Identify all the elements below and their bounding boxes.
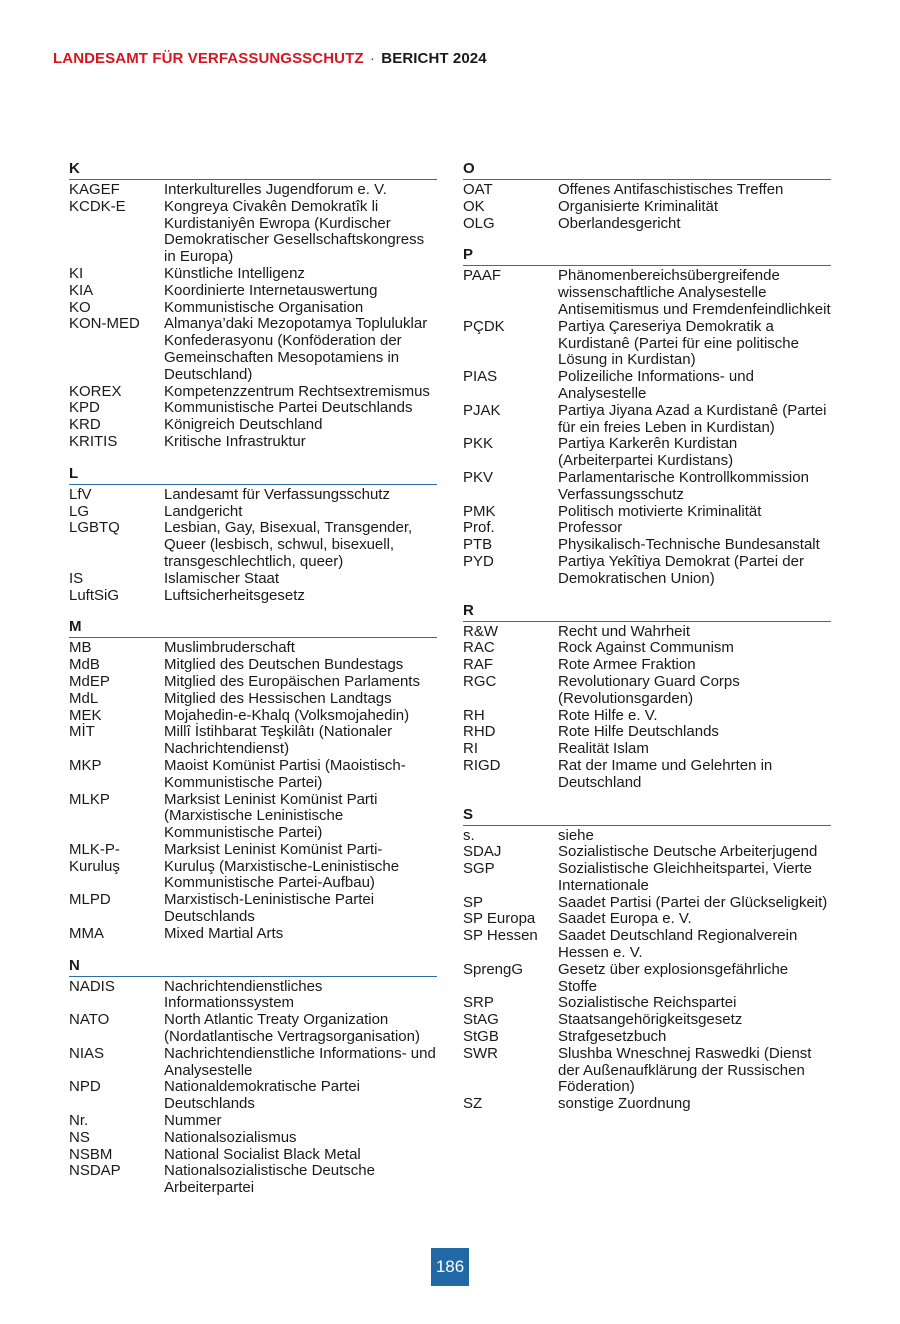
entry-abbreviation: KON-MED [69, 315, 140, 333]
glossary-section-n [69, 957, 437, 1197]
entry-abbreviation: Kuruluş [69, 857, 120, 875]
entry-abbreviation: LGBTQ [69, 519, 120, 537]
glossary-section-s [463, 806, 831, 1114]
entry-definition: Kongreya Civakên Demokratîk li Kurdistaniyên Ewropa (Kurdischer Demokratischer Gesellschaftskongress in Europa) [164, 197, 425, 266]
entry-definition: Nummer [164, 1112, 222, 1130]
entry-abbreviation: MMA [69, 924, 104, 942]
glossary-entry [69, 640, 437, 657]
glossary-entry [69, 758, 437, 792]
entry-definition: Interkulturelles Jugendforum e. V. [164, 181, 387, 198]
entry-abbreviation: RGC [463, 672, 497, 690]
entry-definition: Sozialistische Reichspartei [558, 994, 737, 1012]
glossary-entry [463, 369, 831, 403]
entry-abbreviation: OAT [463, 181, 493, 198]
entry-abbreviation: SP Europa [463, 910, 536, 928]
glossary-entry [463, 657, 831, 674]
entry-abbreviation: PÇDK [463, 317, 505, 335]
entry-definition: Partiya Jiyana Azad a Kurdistanê (Partei für ein freies Leben in Kurdistan) [558, 401, 827, 436]
entry-definition: Nationaldemokratische Partei Deutschlands [164, 1078, 360, 1113]
entry-definition: Kritische Infrastruktur [164, 432, 306, 450]
entry-abbreviation: SZ [463, 1095, 483, 1113]
glossary-entry [69, 1130, 437, 1147]
entry-definition: Mixed Martial Arts [164, 924, 284, 942]
entry-definition: Partiya Yekîtiya Demokrat (Partei der Demokratischen Union) [558, 552, 804, 587]
entry-definition: National Socialist Black Metal [164, 1145, 361, 1163]
section-letter: R [463, 602, 831, 622]
entry-abbreviation: Prof. [463, 519, 495, 537]
glossary-entry [463, 962, 831, 996]
entry-abbreviation: SGP [463, 860, 495, 878]
glossary-entry [69, 504, 437, 521]
header-agency: LANDESAMT FÜR VERFASSUNGSSCHUTZ [53, 50, 364, 67]
glossary-entry [69, 266, 437, 283]
glossary-entry [463, 708, 831, 725]
entry-definition: Gesetz über explosionsgefährliche Stoffe [558, 960, 789, 995]
entry-abbreviation: NADIS [69, 977, 115, 995]
glossary-entry [69, 892, 437, 926]
glossary-entry [69, 792, 437, 842]
entry-abbreviation: KAGEF [69, 181, 120, 198]
entry-abbreviation: MİT [69, 723, 95, 741]
entry-definition: Königreich Deutschland [164, 416, 323, 434]
entry-abbreviation: NSDAP [69, 1162, 121, 1180]
entry-definition: Rock Against Communism [558, 639, 734, 657]
entry-abbreviation: SWR [463, 1044, 498, 1062]
glossary-entry [69, 1113, 437, 1130]
entry-definition: Nationalsozialismus [164, 1128, 297, 1146]
glossary-entry [463, 1029, 831, 1046]
entry-abbreviation: OLG [463, 214, 495, 232]
glossary-entry [69, 571, 437, 588]
entry-definition: Parlamentarische Kontrollkommission Verfassungsschutz [558, 468, 809, 503]
glossary-entry [69, 657, 437, 674]
entry-abbreviation: MKP [69, 756, 102, 774]
entry-abbreviation: PTB [463, 536, 493, 554]
glossary-entry [463, 403, 831, 437]
entry-definition: Mitglied des Hessischen Landtags [164, 689, 392, 707]
glossary-entry [463, 1012, 831, 1029]
entry-definition: Strafgesetzbuch [558, 1028, 667, 1046]
entry-abbreviation: KRITIS [69, 432, 118, 450]
glossary-entry [463, 436, 831, 470]
entry-definition: Phänomenbereichsübergreifende wissenschaftliche Analysestelle Antisemitismus und Fremdenfeindlichkeit [558, 267, 831, 318]
entry-abbreviation: SDAJ [463, 843, 502, 861]
entry-abbreviation: RH [463, 706, 485, 724]
entry-definition: Mitglied des Deutschen Bundestags [164, 656, 404, 674]
entry-definition: Physikalisch-Technische Bundesanstalt [558, 536, 820, 554]
glossary-entry [69, 691, 437, 708]
entry-abbreviation: StAG [463, 1011, 499, 1029]
entry-definition: Polizeiliche Informations- und Analysestelle [558, 368, 754, 402]
entry-definition: Sozialistische Deutsche Arbeiterjugend [558, 843, 818, 861]
entry-abbreviation: NIAS [69, 1044, 105, 1062]
entry-abbreviation: LG [69, 502, 90, 520]
glossary-entry [463, 1046, 831, 1096]
entry-abbreviation: PKV [463, 468, 494, 486]
glossary-column-right [463, 160, 831, 1127]
entry-definition: Kompetenzzentrum Rechtsextremismus [164, 382, 430, 400]
entry-definition: Realität Islam [558, 740, 649, 758]
entry-definition: Almanya’daki Mezopotamya Topluluklar Konfederasyonu (Konföderation der Gemeinschaften Mesopotamiens in Deutschland) [164, 315, 428, 383]
entry-definition: Slushba Wneschnej Raswedki (Dienst der Außenaufklärung der Russischen Föderation) [558, 1044, 812, 1096]
entry-abbreviation: SP Hessen [463, 927, 538, 945]
entry-abbreviation: MdB [69, 656, 100, 674]
glossary-entry [69, 199, 437, 266]
entry-abbreviation: RAF [463, 656, 493, 674]
glossary-entry [463, 995, 831, 1012]
glossary-entry [69, 400, 437, 417]
glossary-entry [69, 520, 437, 570]
glossary-section-k [69, 160, 437, 451]
glossary-entry [69, 979, 437, 1013]
entry-abbreviation: MEK [69, 706, 102, 724]
glossary-entry [69, 674, 437, 691]
entry-abbreviation: SP [463, 893, 484, 911]
entry-definition: Oberlandesgericht [558, 214, 681, 232]
glossary-entry [463, 199, 831, 216]
entry-abbreviation: MdEP [69, 672, 110, 690]
entry-abbreviation: PYD [463, 552, 494, 570]
entry-definition: Maoist Komünist Partisi (Maoistisch-Kommunistische Partei) [164, 756, 406, 791]
entry-abbreviation: KOREX [69, 382, 122, 400]
entry-definition: Marxistisch-Leninistische Partei Deutschlands [164, 891, 375, 926]
entry-definition: Millî İstihbarat Teşkilâtı (Nationaler Nachrichtendienst) [164, 723, 393, 758]
glossary-entry [69, 1163, 437, 1197]
glossary-entry [69, 859, 437, 893]
entry-abbreviation: KRD [69, 416, 101, 434]
glossary-entry [463, 268, 831, 318]
glossary-entry [69, 708, 437, 725]
glossary-entry [69, 384, 437, 401]
entry-definition: Saadet Deutschland Regionalverein Hessen e. V. [558, 927, 798, 962]
entry-abbreviation: R&W [463, 622, 498, 640]
glossary-entry [69, 588, 437, 605]
glossary-entry [463, 895, 831, 912]
entry-definition: Nationalsozialistische Deutsche Arbeiterpartei [164, 1162, 375, 1197]
entry-definition: Sozialistische Gleichheitspartei, Vierte Internationale [558, 860, 813, 894]
glossary-entry [69, 283, 437, 300]
entry-definition: Rote Hilfe e. V. [558, 706, 658, 724]
entry-abbreviation: OK [463, 197, 485, 215]
entry-abbreviation: PAAF [463, 267, 502, 285]
entry-definition: Recht und Wahrheit [558, 622, 691, 640]
glossary-entry [463, 928, 831, 962]
entry-definition: Marksist Leninist Komünist Parti- [164, 840, 383, 858]
glossary-entry [463, 182, 831, 199]
entry-abbreviation: PMK [463, 502, 496, 520]
glossary-entry [69, 487, 437, 504]
glossary-section-o [463, 160, 831, 232]
entry-definition: Islamischer Staat [164, 569, 280, 587]
glossary-entry [69, 1046, 437, 1080]
entry-definition: Offenes Antifaschistisches Treffen [558, 181, 784, 198]
entry-definition: sonstige Zuordnung [558, 1095, 691, 1113]
entry-abbreviation: NSBM [69, 1145, 113, 1163]
entry-abbreviation: NATO [69, 1011, 110, 1029]
entry-abbreviation: StGB [463, 1028, 499, 1046]
entry-abbreviation: RAC [463, 639, 495, 657]
glossary-entry [69, 724, 437, 758]
section-letter: S [463, 806, 831, 826]
glossary-column-left [69, 160, 437, 1211]
entry-abbreviation: PKK [463, 435, 494, 453]
entry-abbreviation: LfV [69, 485, 92, 503]
glossary-entry [69, 300, 437, 317]
entry-definition: North Atlantic Treaty Organization (Nordatlantische Vertragsorganisation) [164, 1011, 420, 1046]
entry-definition: Politisch motivierte Kriminalität [558, 502, 762, 520]
glossary-entry [463, 674, 831, 708]
glossary-entry [69, 1079, 437, 1113]
entry-definition: Künstliche Intelligenz [164, 264, 305, 282]
entry-definition: Organisierte Kriminalität [558, 197, 719, 215]
entry-abbreviation: KI [69, 264, 84, 282]
entry-abbreviation: KCDK-E [69, 197, 126, 215]
section-letter: K [69, 160, 437, 180]
entry-abbreviation: SRP [463, 994, 494, 1012]
glossary-entry [463, 640, 831, 657]
entry-abbreviation: RI [463, 740, 478, 758]
glossary-entry [69, 316, 437, 383]
entry-abbreviation: RIGD [463, 756, 501, 774]
entry-abbreviation: s. [463, 826, 475, 844]
glossary-entry [463, 624, 831, 641]
entry-abbreviation: PJAK [463, 401, 501, 419]
entry-definition: Lesbian, Gay, Bisexual, Transgender, Queer (lesbisch, schwul, bisexuell, transgeschlechtlich, queer) [164, 519, 413, 570]
entry-abbreviation: NS [69, 1128, 90, 1146]
entry-abbreviation: PIAS [463, 368, 498, 386]
entry-abbreviation: NPD [69, 1078, 101, 1096]
entry-definition: Mitglied des Europäischen Parlaments [164, 672, 420, 690]
glossary-entry [69, 926, 437, 943]
entry-definition: Rote Armee Fraktion [558, 656, 696, 674]
entry-abbreviation: Nr. [69, 1112, 89, 1130]
glossary-entry [463, 741, 831, 758]
glossary-entry [69, 1012, 437, 1046]
entry-abbreviation: KPD [69, 399, 100, 417]
entry-abbreviation: MLKP [69, 790, 110, 808]
entry-abbreviation: IS [69, 569, 84, 587]
glossary-entry [69, 434, 437, 451]
entry-definition: Mojahedin-e-Khalq (Volksmojahedin) [164, 706, 410, 724]
entry-abbreviation: KIA [69, 281, 94, 299]
glossary-entry [463, 911, 831, 928]
entry-definition: Staatsangehörigkeitsgesetz [558, 1011, 743, 1029]
glossary-entry [463, 319, 831, 369]
glossary-entry [69, 842, 437, 859]
entry-definition: Landgericht [164, 502, 243, 520]
entry-abbreviation: MLK-P- [69, 840, 120, 858]
entry-definition: Saadet Europa e. V. [558, 910, 692, 928]
entry-abbreviation: LuftSiG [69, 586, 120, 604]
entry-definition: Rat der Imame und Gelehrten in Deutschland [558, 756, 773, 791]
header-report: BERICHT 2024 [381, 50, 487, 67]
glossary-entry [69, 182, 437, 199]
entry-definition: Landesamt für Verfassungsschutz [164, 485, 390, 503]
section-letter: N [69, 957, 437, 977]
glossary-entry [69, 1147, 437, 1164]
section-letter: O [463, 160, 831, 180]
glossary-entry [463, 758, 831, 792]
glossary-section-m [69, 618, 437, 942]
entry-abbreviation: MdL [69, 689, 99, 707]
entry-abbreviation: SprengG [463, 960, 524, 978]
entry-abbreviation: MB [69, 639, 92, 657]
entry-definition: Nachrichtendienstliche Informations- und Analysestelle [164, 1044, 436, 1079]
entry-abbreviation: MLPD [69, 891, 111, 909]
glossary-entry [463, 504, 831, 521]
entry-definition: Partiya Çareseriya Demokratik a Kurdistanê (Partei für eine politische Lösung in Kurdistan) [558, 317, 799, 369]
section-letter: M [69, 618, 437, 638]
header-separator: · [369, 50, 375, 67]
entry-definition: siehe [558, 826, 594, 844]
entry-definition: Luftsicherheitsgesetz [164, 586, 305, 604]
entry-definition: Kommunistische Partei Deutschlands [164, 399, 413, 417]
entry-definition: Professor [558, 519, 623, 537]
entry-abbreviation: KO [69, 298, 91, 316]
entry-definition: Koordinierte Internetauswertung [164, 281, 378, 299]
entry-definition: Rote Hilfe Deutschlands [558, 723, 719, 741]
glossary-section-r [463, 602, 831, 792]
section-letter: L [69, 465, 437, 485]
glossary-entry [463, 537, 831, 554]
entry-definition: Kommunistische Organisation [164, 298, 364, 316]
entry-definition: Nachrichtendienstliches Informationssystem [164, 977, 323, 1012]
glossary-entry [463, 1096, 831, 1113]
entry-definition: Partiya Karkerên Kurdistan (Arbeiterpartei Kurdistans) [558, 435, 738, 470]
glossary-section-l [69, 465, 437, 605]
glossary-entry [463, 724, 831, 741]
entry-definition: Muslimbruderschaft [164, 639, 295, 657]
glossary-entry [463, 554, 831, 588]
entry-definition: Kuruluş (Marxistische-Leninistische Kommunistische Partei-Aufbau) [164, 857, 400, 892]
glossary-entry [463, 861, 831, 895]
entry-definition: Marksist Leninist Komünist Parti (Marxistische Leninistische Kommunistische Partei) [164, 790, 378, 842]
section-letter: P [463, 246, 831, 266]
page-header [53, 50, 487, 67]
entry-abbreviation: RHD [463, 723, 496, 741]
glossary-entry [463, 844, 831, 861]
glossary-section-p [463, 246, 831, 587]
entry-definition: Revolutionary Guard Corps (Revolutionsgarden) [558, 672, 740, 707]
glossary-entry [463, 470, 831, 504]
glossary-entry [69, 417, 437, 434]
glossary-entry [463, 216, 831, 233]
entry-definition: Saadet Partisi (Partei der Glückseligkeit) [558, 893, 828, 911]
glossary-entry [463, 828, 831, 845]
glossary-entry [463, 520, 831, 537]
page-number: 186 [431, 1248, 469, 1286]
